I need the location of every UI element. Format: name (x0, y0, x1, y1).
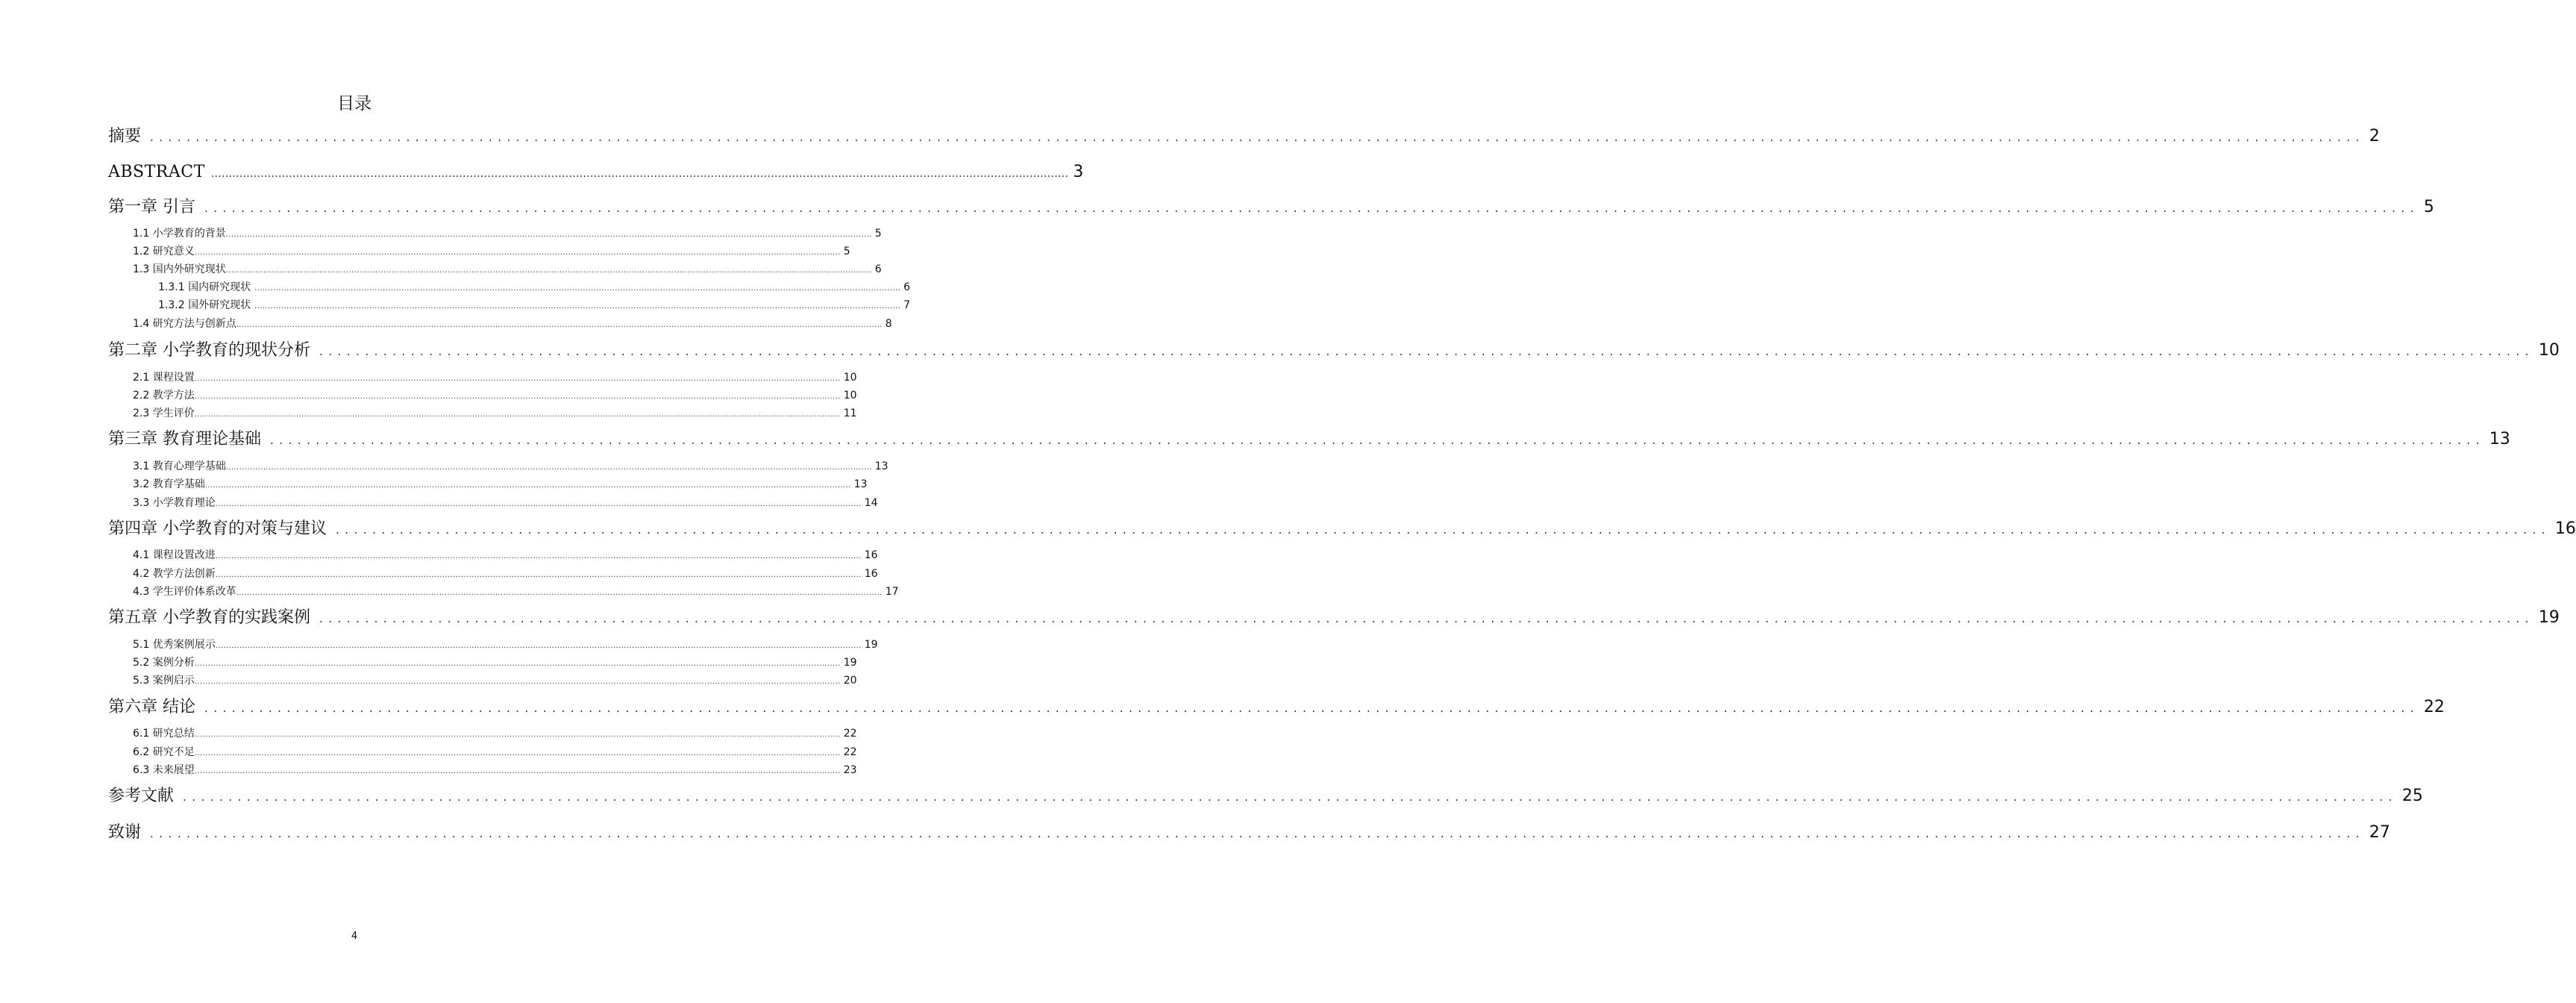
toc-entry-label: 6.3 未来展望 (133, 764, 195, 776)
toc-entry-label: 第二章 小学教育的现状分析 (108, 341, 310, 360)
toc-leader: .................................................................................................................................................................................................................................................. (194, 249, 841, 257)
toc-entry-section[interactable] (133, 316, 892, 332)
toc-leader: .................................................................................................................................................................................................................................................. (215, 552, 862, 560)
toc-entry-page: 8 (885, 318, 892, 330)
toc-title: 目录 (337, 94, 372, 113)
toc-leader: .................................................................................................................................................................................................................................................. (336, 523, 2551, 537)
toc-leader: .................................................................................................................................................................................................................................................. (215, 500, 862, 508)
toc-entry-page: 10 (843, 390, 857, 401)
toc-entry-label: 1.3.1 国内研究现状 (158, 281, 251, 293)
toc-entry-label: 第三章 教育理论基础 (108, 430, 261, 449)
toc-entry-label: 4.2 教学方法创新 (133, 568, 216, 580)
toc-entry-label: 第六章 结论 (108, 698, 195, 716)
toc-entry-page: 25 (2401, 787, 2423, 805)
toc-entry-section[interactable] (133, 476, 868, 493)
toc-entry-page: 2 (2369, 127, 2380, 146)
toc-entry-section[interactable] (133, 225, 882, 242)
toc-entry-section[interactable] (133, 405, 857, 422)
toc-entry-subsection[interactable] (158, 279, 911, 296)
toc-entry-label: 3.2 教育学基础 (133, 478, 205, 490)
toc-entry-page: 19 (2538, 608, 2560, 627)
toc-entry-label: 2.2 教学方法 (133, 390, 195, 401)
toc-entry-page: 23 (843, 764, 857, 776)
toc-entry-section[interactable] (133, 654, 857, 671)
toc-entry-label: 6.1 研究总结 (133, 728, 195, 740)
toc-entry-label: 2.3 学生评价 (133, 407, 195, 419)
toc-entry-section[interactable] (133, 566, 878, 582)
toc-entry-chapter-6[interactable] (108, 695, 2445, 720)
toc-entry-page: 22 (2423, 698, 2445, 716)
toc-leader: .................................................................................................................................................................................................................................................. (236, 589, 883, 597)
toc-leader: .................................................................................................................................................................................................................................................. (150, 131, 2365, 144)
toc-entry-section[interactable] (133, 762, 857, 778)
toc-leader: .................................................................................................................................................................................................................................................. (194, 678, 841, 686)
toc-leader: .................................................................................................................................................................................................................................................. (204, 201, 2419, 215)
toc-entry-page: 22 (843, 728, 857, 740)
toc-entry-page: 11 (843, 407, 857, 419)
toc-entry-chapter-5[interactable] (108, 605, 2560, 631)
toc-leader: .................................................................................................................................................................................................................................................. (270, 434, 2485, 447)
toc-leader: .................................................................................................................................................................................................................................................. (319, 345, 2534, 358)
toc-entry-page: 17 (885, 586, 899, 598)
toc-entry-section[interactable] (133, 637, 878, 653)
toc-leader: .................................................................................................................................................................................................................................................. (210, 168, 1069, 180)
toc-leader: .................................................................................................................................................................................................................................................. (319, 612, 2534, 625)
toc-leader: .................................................................................................................................................................................................................................................. (194, 410, 841, 419)
toc-entry-section[interactable] (133, 261, 882, 278)
toc-entry-section[interactable] (133, 547, 878, 563)
toc-entry-page: 6 (874, 263, 882, 275)
toc-leader: .................................................................................................................................................................................................................................................. (194, 767, 841, 775)
toc-entry-chapter-4[interactable] (108, 516, 2576, 542)
toc-entry-acknowledgements[interactable] (108, 820, 2390, 846)
toc-entry-page: 7 (903, 299, 911, 311)
toc-entry-label: 1.4 研究方法与创新点 (133, 318, 236, 330)
toc-leader: .................................................................................................................................................................................................................................................. (150, 827, 2365, 840)
toc-entry-page: 5 (843, 246, 850, 257)
toc-leader: .................................................................................................................................................................................................................................................. (194, 731, 841, 739)
toc-leader: .................................................................................................................................................................................................................................................. (183, 790, 2398, 804)
page-number: 4 (351, 931, 358, 942)
toc-entry-label: 1.3 国内外研究现状 (133, 263, 226, 275)
toc-entry-label: 摘要 (108, 127, 142, 146)
toc-entry-label: 4.1 课程设置改进 (133, 549, 216, 561)
toc-entry-page: 14 (864, 497, 878, 509)
toc-leader: .................................................................................................................................................................................................................................................. (225, 231, 872, 239)
toc-entry-chapter-1[interactable] (108, 195, 2434, 220)
toc-entry-label: 4.3 学生评价体系改革 (133, 586, 236, 598)
toc-entry-label: 第一章 引言 (108, 198, 195, 216)
toc-entry-label: 3.1 教育心理学基础 (133, 460, 226, 472)
toc-entry-label: 致谢 (108, 823, 142, 842)
toc-entry-page: 10 (2538, 341, 2560, 360)
toc-entry-section[interactable] (133, 243, 850, 260)
toc-leader: .................................................................................................................................................................................................................................................. (194, 393, 841, 401)
toc-entry-page: 10 (843, 372, 857, 384)
toc-leader: .................................................................................................................................................................................................................................................. (215, 571, 862, 579)
toc-leader: .................................................................................................................................................................................................................................................. (204, 481, 851, 490)
toc-leader: .................................................................................................................................................................................................................................................. (225, 463, 872, 472)
toc-entry-label: 第四章 小学教育的对策与建议 (108, 519, 327, 538)
toc-entry-page: 13 (874, 460, 889, 472)
toc-leader: .................................................................................................................................................................................................................................................. (194, 660, 841, 668)
toc-leader: .................................................................................................................................................................................................................................................. (254, 302, 901, 310)
toc-entry-section[interactable] (133, 387, 857, 404)
toc-entry-section[interactable] (133, 458, 889, 475)
toc-entry-page: 5 (874, 228, 882, 240)
toc-entry-section[interactable] (133, 744, 857, 760)
toc-entry-abstract-en[interactable] (108, 160, 1084, 185)
toc-leader: .................................................................................................................................................................................................................................................. (254, 284, 901, 293)
toc-entry-section[interactable] (133, 369, 857, 386)
toc-entry-page: 20 (843, 675, 857, 687)
toc-entry-subsection[interactable] (158, 297, 911, 313)
toc-entry-section[interactable] (133, 495, 878, 511)
toc-entry-label: 第五章 小学教育的实践案例 (108, 608, 310, 627)
toc-entry-label: 2.1 课程设置 (133, 372, 195, 384)
toc-entry-label: 1.3.2 国外研究现状 (158, 299, 251, 311)
toc-entry-page: 6 (903, 281, 911, 293)
toc-entry-page: 16 (864, 568, 878, 580)
toc-entry-label: 5.3 案例启示 (133, 675, 195, 687)
toc-entry-page: 5 (2423, 198, 2434, 216)
toc-leader: .................................................................................................................................................................................................................................................. (204, 702, 2419, 715)
toc-entry-references[interactable] (108, 784, 2423, 809)
toc-entry-label: 参考文献 (108, 787, 175, 805)
toc-entry-label: 3.3 小学教育理论 (133, 497, 216, 509)
toc-entry-page: 13 (2489, 430, 2510, 449)
toc-entry-label: 5.1 优秀案例展示 (133, 639, 216, 651)
toc-entry-page: 19 (864, 639, 878, 651)
toc-leader: .................................................................................................................................................................................................................................................. (215, 642, 862, 650)
toc-entry-section[interactable] (133, 584, 899, 600)
toc-entry-label: 5.2 案例分析 (133, 657, 195, 669)
toc-entry-page: 19 (843, 657, 857, 669)
toc-entry-label: 6.2 研究不足 (133, 746, 195, 758)
toc-leader: .................................................................................................................................................................................................................................................. (194, 375, 841, 383)
toc-entry-page: 27 (2369, 823, 2390, 842)
toc-entry-label: 1.2 研究意义 (133, 246, 195, 257)
toc-entry-page: 22 (843, 746, 857, 758)
toc-entry-label: ABSTRACT (108, 163, 205, 181)
toc-entry-page: 3 (1073, 163, 1084, 181)
toc-leader: .................................................................................................................................................................................................................................................. (194, 749, 841, 757)
toc-entry-section[interactable] (133, 725, 857, 742)
toc-entry-page: 16 (864, 549, 878, 561)
toc-entry-chapter-2[interactable] (108, 338, 2560, 363)
toc-entry-abstract-cn[interactable] (108, 124, 2380, 149)
toc-entry-chapter-3[interactable] (108, 427, 2510, 452)
toc-entry-page: 13 (853, 478, 868, 490)
toc-entry-page: 16 (2554, 519, 2576, 538)
toc-entry-label: 1.1 小学教育的背景 (133, 228, 226, 240)
toc-leader: .................................................................................................................................................................................................................................................. (236, 321, 883, 329)
toc-leader: .................................................................................................................................................................................................................................................. (225, 266, 872, 275)
toc-entry-section[interactable] (133, 672, 857, 689)
